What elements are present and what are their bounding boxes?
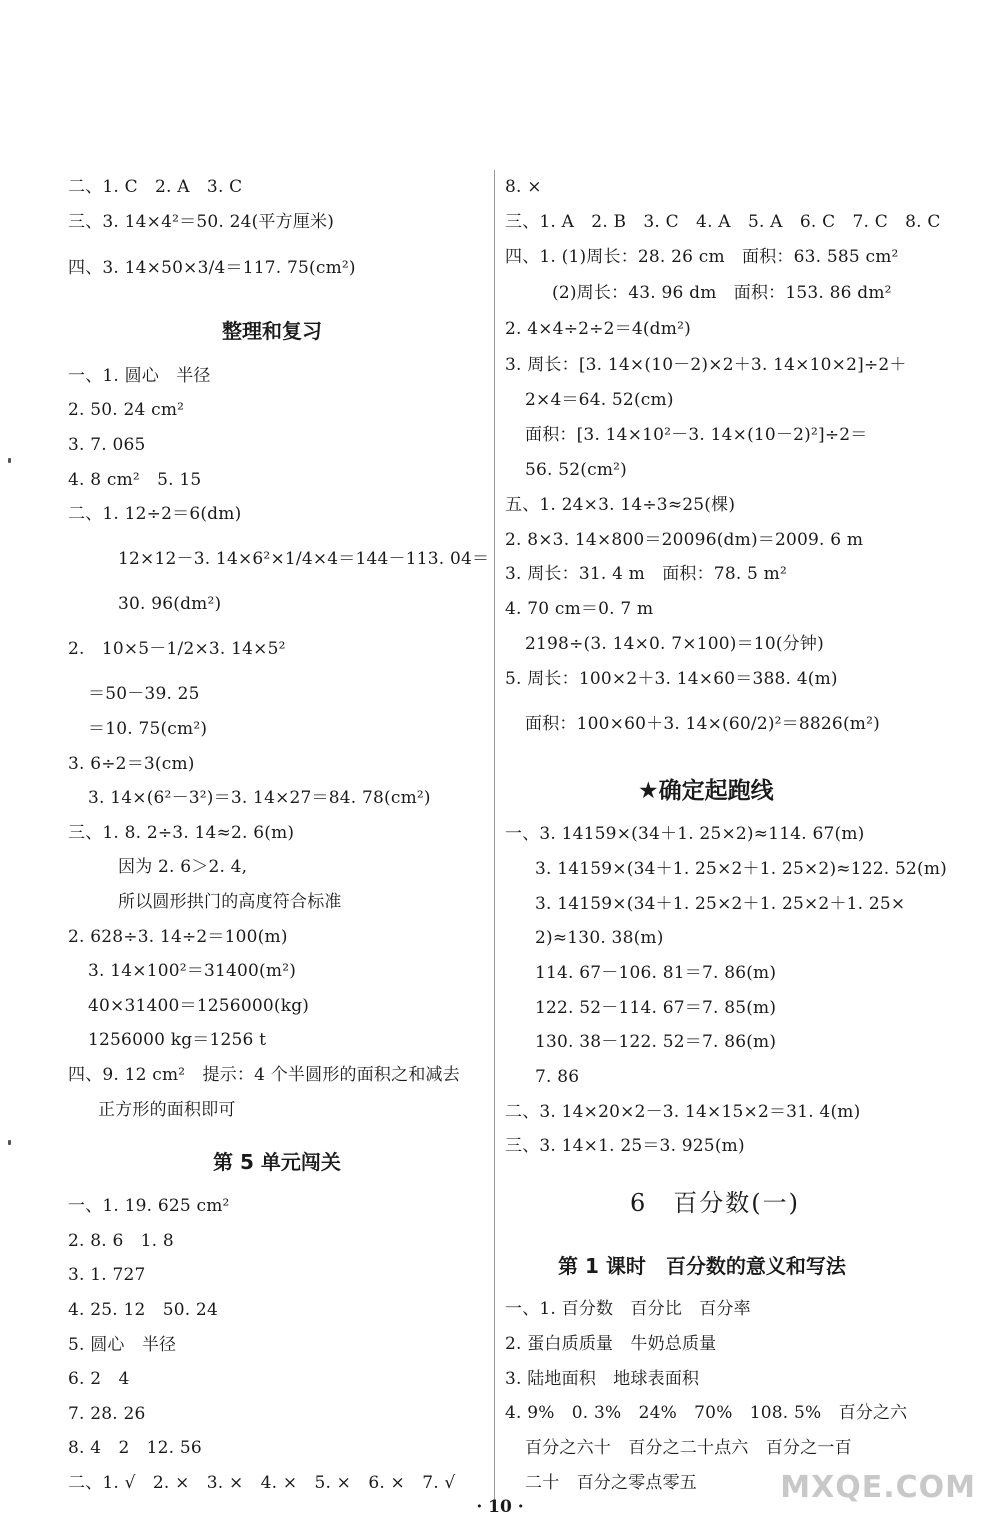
answer-line: 2. 4×4÷2÷2＝4(dm²) <box>505 319 691 339</box>
lesson-heading: 第 1 课时 百分数的意义和写法 <box>558 1254 846 1278</box>
answer-line: ＝50－39. 25 <box>88 684 200 704</box>
answer-line: 7. 86 <box>535 1067 580 1087</box>
answer-line: 正方形的面积即可 <box>98 1100 236 1120</box>
answer-line: 3. 6÷2＝3(cm) <box>68 754 195 774</box>
answer-line: 二、1. C 2. A 3. C <box>68 177 243 197</box>
answer-line: 一、1. 19. 625 cm² <box>68 1196 230 1216</box>
answer-line: 面积：100×60＋3. 14×(60/2)²＝8826(m²) <box>525 714 880 734</box>
answer-line: 五、1. 24×3. 14÷3≈25(棵) <box>505 495 736 515</box>
answer-line: 4. 70 cm＝0. 7 m <box>505 599 654 619</box>
answer-line: 一、1. 圆心 半径 <box>68 366 211 386</box>
section-heading-review: 整理和复习 <box>222 319 322 343</box>
answer-line: 一、1. 百分数 百分比 百分率 <box>505 1299 751 1319</box>
answer-line: 56. 52(cm²) <box>525 460 627 480</box>
answer-line: 所以圆形拱门的高度符合标准 <box>118 892 342 912</box>
answer-line: 四、9. 12 cm² 提示：4 个半圆形的面积之和减去 <box>68 1065 460 1085</box>
chapter-heading: 6 百分数(一) <box>630 1189 800 1217</box>
answer-line: 3. 周长：[3. 14×(10－2)×2＋3. 14×10×2]÷2＋ <box>505 355 907 375</box>
answer-line: 三、3. 14×4²＝50. 24(平方厘米) <box>68 212 335 232</box>
answer-line: 2. 628÷3. 14÷2＝100(m) <box>68 927 288 947</box>
answer-line: 1256000 kg＝1256 t <box>88 1030 267 1050</box>
answer-line: 7. 28. 26 <box>68 1404 146 1424</box>
answer-line: 40×31400＝1256000(kg) <box>88 996 310 1016</box>
page-number: · 10 · <box>476 1497 524 1517</box>
answer-line: 二、1. 12÷2＝6(dm) <box>68 504 242 524</box>
answer-line: 130. 38－122. 52＝7. 86(m) <box>535 1032 777 1052</box>
answer-line: 二十 百分之零点零五 <box>525 1473 697 1493</box>
section-heading-start-line: ★确定起跑线 <box>638 778 774 804</box>
scan-speck <box>8 1140 11 1145</box>
answer-line: 2198÷(3. 14×0. 7×100)＝10(分钟) <box>525 634 824 654</box>
answer-line: 3. 1. 727 <box>68 1265 146 1285</box>
answer-line: 6. 2 4 <box>68 1369 130 1389</box>
answer-line: 2×4＝64. 52(cm) <box>525 390 674 410</box>
answer-line: 4. 9% 0. 3% 24% 70% 108. 5% 百分之六 <box>505 1403 908 1423</box>
answer-line: 3. 7. 065 <box>68 435 146 455</box>
answer-line: 2. 8×3. 14×800＝20096(dm)＝2009. 6 m <box>505 530 864 550</box>
answer-line: 三、1. A 2. B 3. C 4. A 5. A 6. C 7. C 8. C <box>505 212 941 232</box>
answer-line: 三、1. 8. 2÷3. 14≈2. 6(m) <box>68 823 295 843</box>
answer-line: 3. 14159×(34＋1. 25×2＋1. 25×2＋1. 25× <box>535 894 906 914</box>
watermark-logo: MXQE.COM <box>780 1470 976 1505</box>
answer-line: 一、3. 14159×(34＋1. 25×2)≈114. 67(m) <box>505 824 865 844</box>
answer-line: 3. 周长：31. 4 m 面积：78. 5 m² <box>505 564 787 584</box>
answer-line: 因为 2. 6＞2. 4, <box>118 857 248 877</box>
answer-line: 四、3. 14×50×3/4＝117. 75(cm²) <box>68 258 356 278</box>
answer-line: 114. 67－106. 81＝7. 86(m) <box>535 963 777 983</box>
answer-line: 三、3. 14×1. 25＝3. 925(m) <box>505 1136 745 1156</box>
answer-line: 3. 14×100²＝31400(m²) <box>88 961 297 981</box>
answer-line: 4. 8 cm² 5. 15 <box>68 470 202 490</box>
answer-line: 2. 10×5－1/2×3. 14×5² <box>68 639 286 659</box>
answer-line: 百分之六十 百分之二十点六 百分之一百 <box>525 1438 852 1458</box>
answer-line: 二、1. √ 2. × 3. × 4. × 5. × 6. × 7. √ <box>68 1473 456 1493</box>
answer-line: 二、3. 14×20×2－3. 14×15×2＝31. 4(m) <box>505 1102 861 1122</box>
section-heading-unit5: 第 5 单元闯关 <box>213 1150 341 1174</box>
answer-line: 2. 8. 6 1. 8 <box>68 1231 174 1251</box>
column-divider <box>494 170 495 1500</box>
answer-line: 四、1. (1)周长：28. 26 cm 面积：63. 585 cm² <box>505 247 899 267</box>
answer-line: 2. 蛋白质质量 牛奶总质量 <box>505 1334 717 1354</box>
answer-line: 12×12－3. 14×6²×1/4×4＝144－113. 04＝ <box>118 549 490 569</box>
answer-line: 3. 陆地面积 地球表面积 <box>505 1369 700 1389</box>
answer-line: 2)≈130. 38(m) <box>535 928 664 948</box>
answer-line: 3. 14159×(34＋1. 25×2＋1. 25×2)≈122. 52(m) <box>535 859 947 879</box>
scan-speck <box>8 458 11 463</box>
answer-line: 3. 14×(6²－3²)＝3. 14×27＝84. 78(cm²) <box>88 788 431 808</box>
answer-line: 5. 圆心 半径 <box>68 1335 177 1355</box>
answer-line: 5. 周长：100×2＋3. 14×60＝388. 4(m) <box>505 669 838 689</box>
answer-line: 8. × <box>505 177 542 197</box>
answer-line: 2. 50. 24 cm² <box>68 400 185 420</box>
answer-line: 122. 52－114. 67＝7. 85(m) <box>535 998 777 1018</box>
answer-line: 8. 4 2 12. 56 <box>68 1438 202 1458</box>
answer-line: 面积：[3. 14×10²－3. 14×(10－2)²]÷2＝ <box>525 425 868 445</box>
answer-line: 30. 96(dm²) <box>118 594 222 614</box>
answer-line: 4. 25. 12 50. 24 <box>68 1300 218 1320</box>
answer-line: (2)周长：43. 96 dm 面积：153. 86 dm² <box>552 283 892 303</box>
answer-line: ＝10. 75(cm²) <box>88 719 208 739</box>
